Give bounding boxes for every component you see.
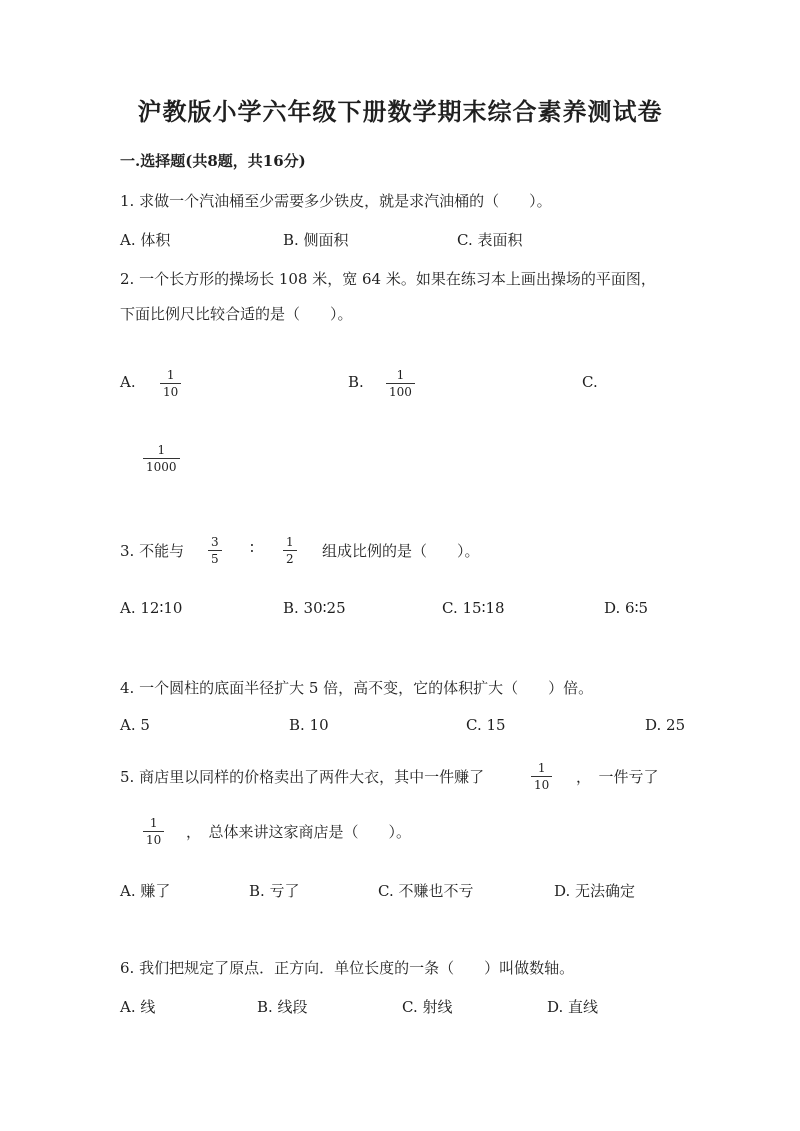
- q5-fraction-2: [143, 816, 164, 847]
- q6-option-a: A. 线: [120, 998, 156, 1016]
- q5-option-a: A. 赚了: [120, 882, 171, 900]
- q4-option-a: A. 5: [120, 716, 150, 734]
- q6-option-c: C. 射线: [402, 998, 453, 1016]
- fraction-numerator: 1: [286, 535, 294, 549]
- q6-option-d: D. 直线: [547, 998, 599, 1016]
- q3-fraction-2: [283, 535, 297, 566]
- question-2-line-1: 2. 一个长方形的操场长 108 米，宽 64 米。如果在练习本上画出操场的平面图，: [120, 270, 656, 288]
- q1-option-b: B. 侧面积: [283, 231, 349, 249]
- fraction-denominator: 10: [534, 778, 550, 792]
- q1-option-c: C. 表面积: [457, 231, 523, 249]
- fraction-bar: [531, 776, 552, 777]
- q2-option-b-fraction: [386, 368, 415, 399]
- question-1-text: 1. 求做一个汽油桶至少需要多少铁皮，就是求汽油桶的（ ）。: [120, 192, 552, 210]
- q4-option-c: C. 15: [466, 716, 506, 734]
- q3-option-b: B. 30∶25: [283, 599, 346, 617]
- fraction-bar: [208, 550, 222, 551]
- fraction-bar: [160, 383, 181, 384]
- fraction-bar: [143, 458, 180, 459]
- q3-option-c: C. 15∶18: [442, 599, 505, 617]
- question-3-prefix: 3. 不能与: [120, 542, 185, 560]
- q3-option-d: D. 6∶5: [604, 599, 649, 617]
- q2-option-c-label: C.: [582, 373, 598, 391]
- fraction-numerator: 3: [211, 535, 219, 549]
- fraction-denominator: 100: [389, 385, 412, 399]
- fraction-denominator: 10: [146, 833, 162, 847]
- fraction-numerator: 1: [396, 368, 405, 382]
- fraction-denominator: 2: [286, 552, 294, 566]
- fraction-denominator: 10: [163, 385, 179, 399]
- q5-fraction-1: [531, 761, 552, 792]
- question-5-prefix: 5. 商店里以同样的价格卖出了两件大衣，其中一件赚了: [120, 768, 485, 786]
- question-2-line-2: 下面比例尺比较合适的是（ ）。: [120, 305, 353, 323]
- q6-option-b: B. 线段: [257, 998, 308, 1016]
- q2-option-c-fraction: [143, 443, 180, 474]
- q3-colon: ∶: [250, 539, 254, 557]
- q2-option-a-label: A.: [120, 373, 136, 391]
- q1-option-a: A. 体积: [120, 231, 171, 249]
- question-5-middle: ， 一件亏了: [576, 768, 659, 786]
- q5-option-b: B. 亏了: [249, 882, 300, 900]
- fraction-denominator: 5: [211, 552, 219, 566]
- question-6-text: 6. 我们把规定了原点．正方向．单位长度的一条（ ）叫做数轴。: [120, 959, 575, 977]
- section-heading: 一.选择题(共8题，共16分): [120, 152, 306, 170]
- fraction-denominator: 1000: [146, 460, 177, 474]
- fraction-numerator: 1: [166, 368, 175, 382]
- q4-option-d: D. 25: [645, 716, 686, 734]
- q3-fraction-1: [208, 535, 222, 566]
- page-title: 沪教版小学六年级下册数学期末综合素养测试卷: [137, 97, 663, 126]
- question-3-suffix: 组成比例的是（ ）。: [322, 542, 480, 560]
- fraction-numerator: 1: [537, 761, 546, 775]
- q4-option-b: B. 10: [289, 716, 329, 734]
- fraction-bar: [143, 831, 164, 832]
- q2-option-a-fraction: [160, 368, 181, 399]
- fraction-bar: [386, 383, 415, 384]
- question-5-suffix: ， 总体来讲这家商店是（ ）。: [186, 823, 412, 841]
- question-4-text: 4. 一个圆柱的底面半径扩大 5 倍，高不变，它的体积扩大（ ）倍。: [120, 679, 594, 697]
- q2-option-b-label: B.: [348, 373, 364, 391]
- q3-option-a: A. 12∶10: [120, 599, 183, 617]
- fraction-numerator: 1: [157, 443, 166, 457]
- q5-option-d: D. 无法确定: [554, 882, 636, 900]
- fraction-numerator: 1: [149, 816, 158, 830]
- q5-option-c: C. 不赚也不亏: [378, 882, 474, 900]
- fraction-bar: [283, 550, 297, 551]
